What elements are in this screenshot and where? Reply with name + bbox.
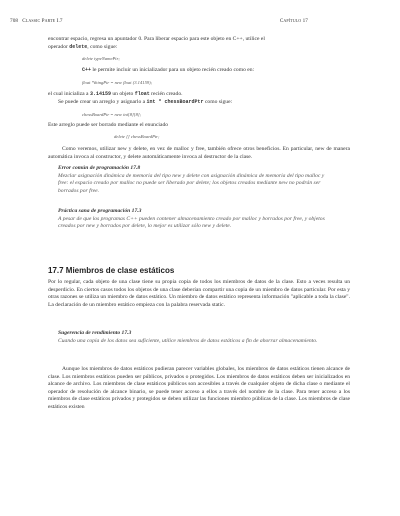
text-line: Este arreglo puede ser borrado mediante el enunciado <box>48 122 169 128</box>
section-heading: 17.7 Miembros de clase estáticos <box>48 266 175 275</box>
text-line: Se puede crear un arreglo y asignarlo a int * chessBoardPtr como sigue: <box>58 99 233 105</box>
text-line: C++ le permite incluir un inicializador para un objeto recién creado como en: <box>82 67 255 73</box>
chapter-title: Capítulo 17 <box>279 18 308 24</box>
box-title: Error común de programación 17.8 <box>58 165 141 171</box>
page-header-left <box>10 18 63 24</box>
page-number: 708 <box>10 18 19 24</box>
box-title: Sugerencia de rendimiento 17.3 <box>58 330 132 336</box>
common-error-box <box>58 165 334 195</box>
code-snippet: delete typeNamePtr; <box>82 56 120 61</box>
box-text: Mezclar asignación dinámica de memoria del tipo new y delete con asignación dinámica de memoria del tipo malloc y free: el espacio creado por malloc no puede ser liberado por delete; los objetos creados mediante new no podrán ser borrados por free. <box>58 172 325 194</box>
good-practice-box <box>58 208 334 231</box>
paragraph: Por lo regular, cada objeto de una clase tiene su propia copia de todos los miembros de datos de la clase. Esto a veces resulta un desperdicio. En ciertos casos todos los objetos de una clase deberían compartir una copia de un miembro de datos particular. Por esta y otras razones se utiliza un miembro de datos estático. Un miembro de datos estático representa información "aplicable a toda la clase". La declaración de un miembro estático empieza con la palabra reservada static. <box>48 279 350 308</box>
text-line: operador delete, como sigue: <box>48 44 118 50</box>
paragraph: Como veremos, utilizar new y delete, en vez de malloc y free, también ofrece otros beneficios. En particular, new de manera automática invoca al constructor, y delete automáticamente invoca al destructor de la clase. <box>48 146 350 160</box>
box-text: Cuando una copia de los datos sea suficiente, utilice miembros de datos estáticos a fin de ahorrar almacenamiento. <box>58 337 318 344</box>
box-title: Práctica sana de programación 17.3 <box>58 208 142 214</box>
paragraph: Aunque los miembros de datos estáticos pudieran parecer variables globales, los miembros de datos estáticos tienen alcance de clase. Los miembros estáticos pueden ser públicos, privados o protegidos. Los miembros de datos estáticos deben ser inicializados en alcance de archivo. Los miembros de clase estáticos públicos son accesibles a través de cualquier objeto de dicha clase o mediante el operador de resolución de alcance binario, se puede tener acceso a ellos a través del nombre de la clase. Para tener acceso a los miembros de clase estáticos privados y protegidos se deben utilizar las funciones miembro públicas de la clase. Los miembros de clase estáticos existen <box>48 366 350 410</box>
code-snippet: delete [] chessBoardPtr; <box>114 134 160 139</box>
code-snippet: chessBoardPtr = new int[8][8]; <box>82 112 142 117</box>
book-part-title: Classic Parte I.7 <box>22 18 63 24</box>
text-line: encontrar espacio, regresa un apuntador 0. Para liberar espacio para este objeto en C++, utilice el <box>48 36 265 42</box>
code-snippet: float *thingPtr = new float (3.14159); <box>82 80 153 85</box>
text-line: el cual inicializa a 3.14159 un objeto float recién creado. <box>48 91 183 97</box>
performance-tip-box <box>58 330 334 345</box>
box-text: A pesar de que los programas C++ pueden contener almacenamiento creado por malloc y borrados por free, y objetos creados por new y borrados por delete, lo mejor es utilizar sólo new y delete. <box>58 215 325 230</box>
